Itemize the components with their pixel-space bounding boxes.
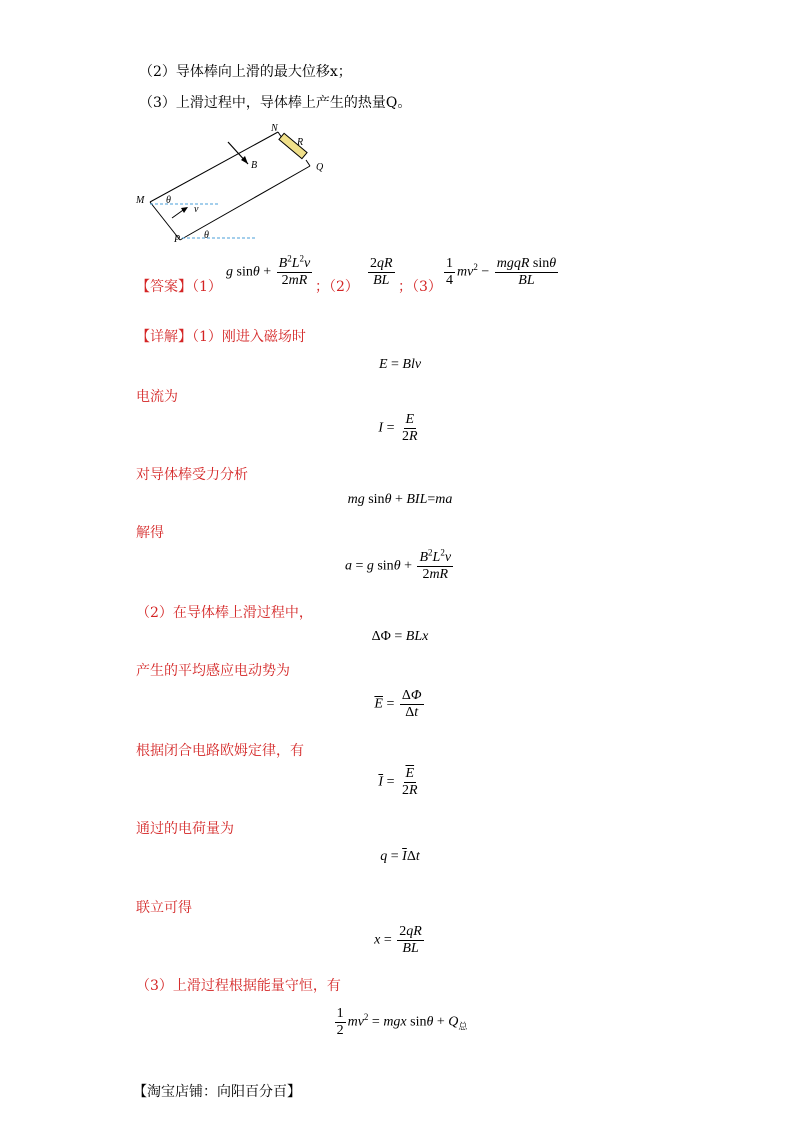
label-b: B	[251, 160, 258, 171]
detail-intro: 【详解】（1）刚进入磁场时	[136, 329, 306, 345]
detail-combine: 联立可得	[136, 900, 192, 916]
label-n: N	[271, 123, 278, 134]
label-m: M	[136, 195, 145, 206]
label-r: R	[297, 137, 304, 148]
answer-sep-2: ；（3）	[398, 279, 442, 295]
question-3: （3）上滑过程中，导体棒上产生的热量Q。	[139, 95, 412, 111]
detail-part2: （2）在导体棒上滑过程中，	[136, 605, 313, 621]
detail-emf: 产生的平均感应电动势为	[136, 663, 290, 679]
question-2: （2）导体棒向上滑的最大位移x；	[139, 64, 352, 80]
answer-3-formula: $\frac{1}{4}$ $mv^2$ − $\frac{\text{mgqR sinθ}}{BL}$	[446, 256, 557, 288]
detail-force: 对导体棒受力分析	[136, 467, 248, 483]
eq-energy: $\frac{1}{2}$ $mv^2$ = mgx $\sin\theta + Q_总$	[336, 1006, 468, 1038]
detail-current: 电流为	[136, 389, 178, 405]
answer-line: 【答案】（1）	[136, 279, 222, 295]
label-theta-2: θ	[204, 230, 209, 241]
eq-charge: $q = \overline{I}\Delta t$	[380, 849, 420, 864]
footer-shop: 【淘宝店铺：向阳百分百】	[133, 1084, 301, 1100]
label-v: v	[194, 204, 199, 215]
eq-acceleration: a = g sinθ + $\frac{B^2L^2v}{2mR}$	[344, 547, 452, 582]
eq-displacement: x = $\frac{2qR}{BL}$	[374, 924, 422, 956]
answer-2-formula: $\frac{2qR}{BL}$	[370, 256, 393, 288]
answer-tag: 【答案】	[136, 279, 192, 295]
eq-emf: E = Blv	[378, 357, 422, 372]
answer-1-formula: g sinθ + $\frac{B^2L^2v}{2mR}$	[226, 253, 311, 288]
detail-tag: 【详解】	[136, 329, 192, 345]
eq-force: mg sinθ + BIL=ma	[347, 492, 453, 507]
answer-sep-1: ；（2）	[315, 279, 359, 295]
detail-solve: 解得	[136, 525, 164, 541]
incline-rail-diagram	[130, 118, 350, 246]
label-p: P	[174, 234, 181, 245]
detail-part3: （3）上滑过程根据能量守恒，有	[136, 978, 341, 994]
label-q: Q	[316, 162, 324, 173]
label-theta-1: θ	[166, 195, 171, 206]
eq-avg-current: $\overline{I}$ = $\frac{\overline{E}}{2R}$	[378, 766, 418, 798]
rail-lower	[180, 166, 310, 240]
eq-current: I = $\frac{E}{2R}$	[378, 412, 418, 444]
eq-flux: ΔΦ = BLx	[371, 629, 429, 644]
detail-ohm: 根据闭合电路欧姆定律，有	[136, 743, 304, 759]
rail-upper	[150, 132, 278, 202]
eq-avg-emf: $\overline{E}$ = $\frac{\Delta\Phi}{\Delta t}$	[374, 688, 422, 720]
detail-charge: 通过的电荷量为	[136, 821, 234, 837]
